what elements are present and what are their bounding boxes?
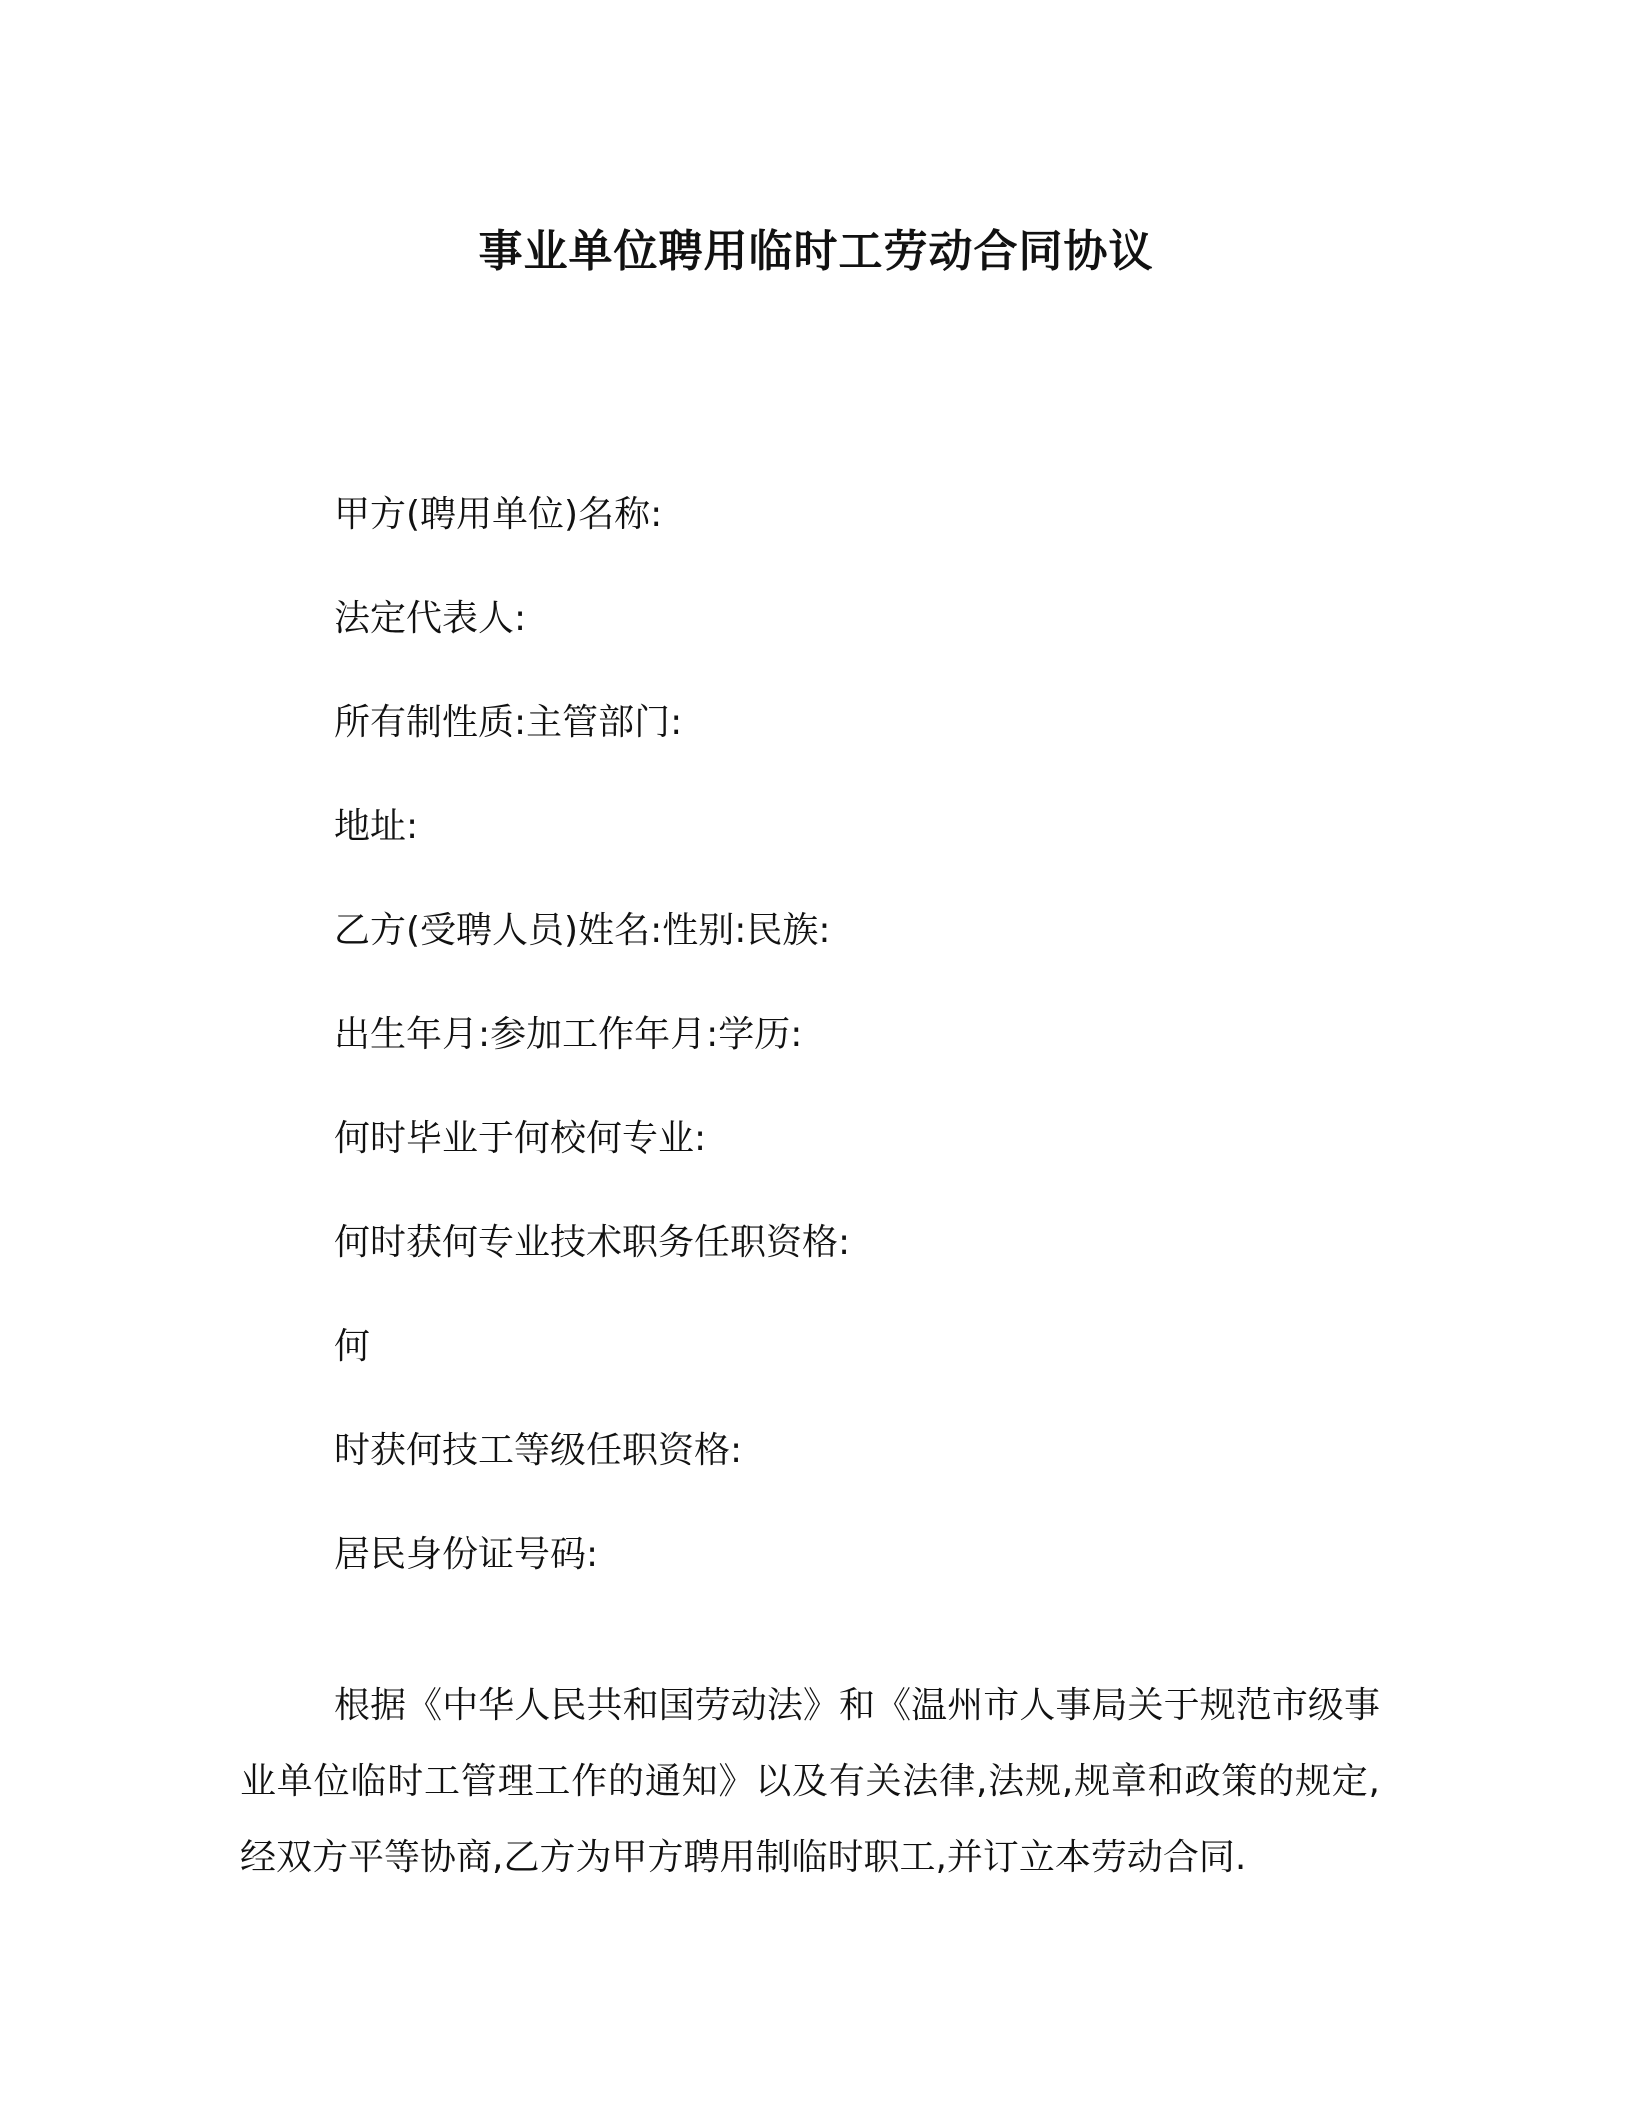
field-professional-qualification: 何时获何专业技术职务任职资格: — [334, 1222, 851, 1263]
field-graduation: 何时毕业于何校何专业: — [334, 1118, 707, 1159]
field-address: 地址: — [334, 806, 419, 847]
field-technician-level: 时获何技工等级任职资格: — [334, 1430, 743, 1471]
field-party-a-name: 甲方(聘用单位)名称: — [334, 494, 663, 535]
field-id-number: 居民身份证号码: — [334, 1534, 599, 1575]
field-party-b-name: 乙方(受聘人员)姓名:性别:民族: — [334, 910, 831, 951]
document-title: 事业单位聘用临时工劳动合同协议 — [478, 226, 1154, 277]
field-birth-education: 出生年月:参加工作年月:学历: — [334, 1014, 803, 1055]
field-legal-representative: 法定代表人: — [334, 598, 527, 639]
field-ownership-department: 所有制性质:主管部门: — [334, 702, 683, 743]
contract-preamble: 根据《中华人民共和国劳动法》和《温州市人事局关于规范市级事业单位临时工管理工作的通知》以及有关法律,法规,规章和政策的规定,经双方平等协商,乙方为甲方聘用制临时职工,并订立本劳动合同. — [240, 1685, 1380, 1878]
contract-fields — [334, 490, 1434, 1634]
field-fragment-he: 何 — [334, 1326, 371, 1367]
